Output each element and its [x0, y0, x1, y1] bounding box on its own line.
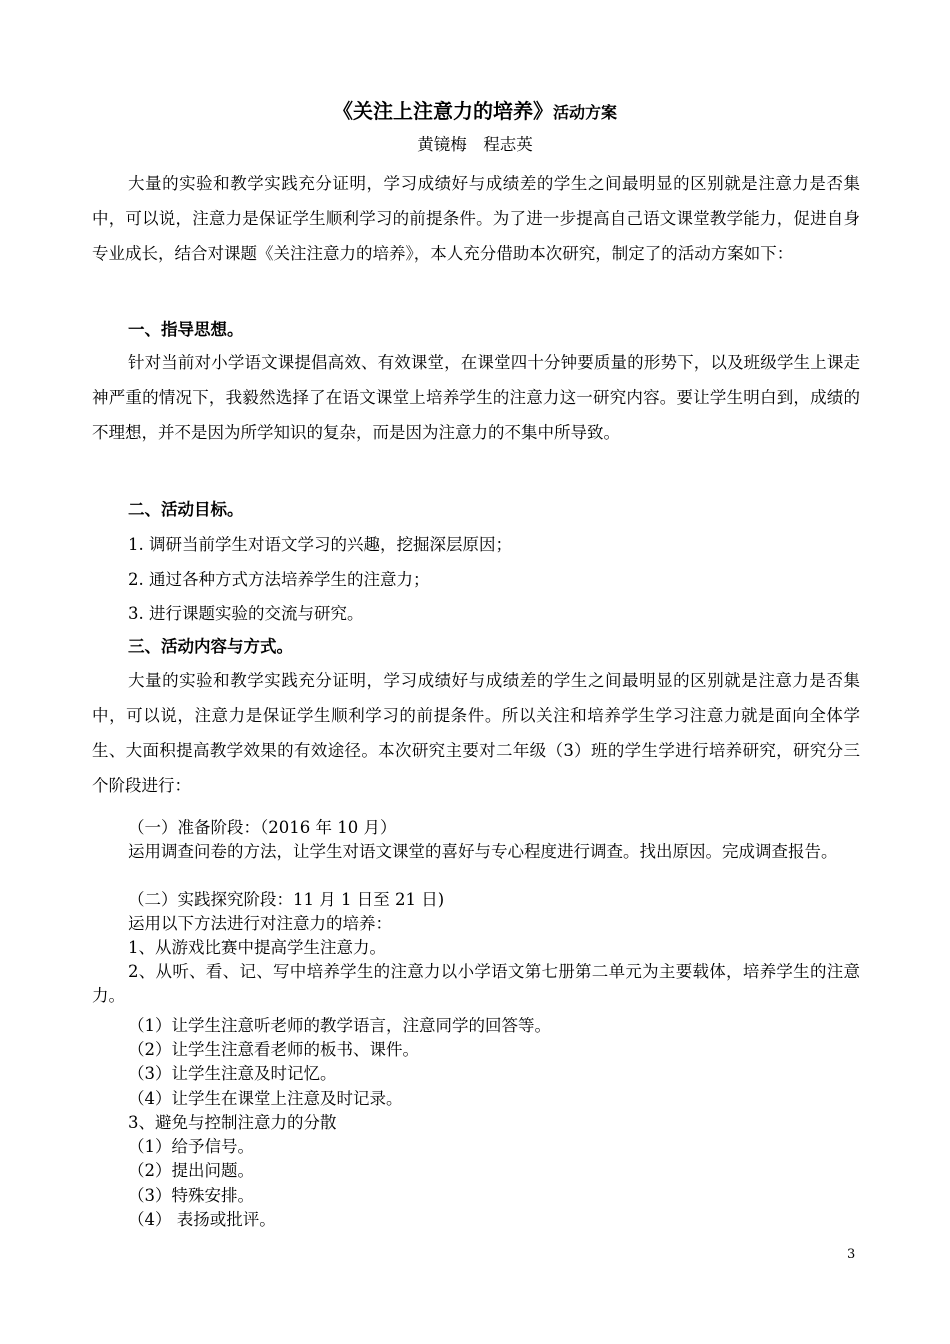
method2-item-3: （3）让学生注意及时记忆。 [128, 1064, 337, 1083]
goal-item-3: 3. 进行课题实验的交流与研究。 [128, 604, 364, 623]
method2-item-4: （4）让学生在课堂上注意及时记录。 [128, 1089, 403, 1108]
method-1: 1、从游戏比赛中提高学生注意力。 [128, 938, 386, 957]
section2-heading: 二、活动目标。 [128, 500, 244, 519]
section1-heading: 一、指导思想。 [128, 320, 244, 339]
phase2-intro: 运用以下方法进行对注意力的培养： [128, 914, 392, 933]
method2-item-1: （1）让学生注意听老师的教学语言，注意同学的回答等。 [128, 1016, 551, 1035]
title-main: 《关注上注意力的培养》 [332, 99, 553, 123]
phase2-title: （二）实践探究阶段：11 月 1 日至 21 日) [128, 890, 445, 909]
authors: 黄镜梅 程志英 [417, 135, 533, 154]
method-2: 2、从听、看、记、写中培养学生的注意力以小学语文第七册第二单元为主要载体，培养学生的注意力。 [92, 962, 860, 1005]
method3-item-3: （3）特殊安排。 [128, 1186, 254, 1205]
method3-item-4: （4） 表扬或批评。 [128, 1210, 276, 1229]
section3-heading: 三、活动内容与方式。 [128, 637, 293, 656]
page-number: 3 [847, 1247, 856, 1262]
section1-body: 针对当前对小学语文课提倡高效、有效课堂，在课堂四十分钟要质量的形势下，以及班级学生上课走神严重的情况下，我毅然选择了在语文课堂上培养学生的注意力这一研究内容。要让学生明白到，成绩的不理想，并不是因为所学知识的复杂，而是因为注意力的不集中所导致。 [92, 353, 860, 442]
goal-item-1: 1. 调研当前学生对语文学习的兴趣，挖掘深层原因； [128, 535, 512, 554]
section3-body: 大量的实验和教学实践充分证明，学习成绩好与成绩差的学生之间最明显的区别就是注意力是否集中，可以说，注意力是保证学生顺利学习的前提条件。所以关注和培养学生学习注意力就是面向全体学生、大面积提高教学效果的有效途径。本次研究主要对二年级（3）班的学生学进行培养研究，研究分三个阶段进行： [92, 671, 860, 795]
goal-item-2: 2. 通过各种方式方法培养学生的注意力； [128, 570, 430, 589]
method-3: 3、避免与控制注意力的分散 [128, 1113, 337, 1132]
method2-item-2: （2）让学生注意看老师的板书、课件。 [128, 1040, 419, 1059]
phase1-body: 运用调查问卷的方法，让学生对语文课堂的喜好与专心程度进行调查。找出原因。完成调查报告。 [128, 842, 838, 861]
title-suffix: 活动方案 [552, 103, 617, 122]
intro-paragraph: 大量的实验和教学实践充分证明，学习成绩好与成绩差的学生之间最明显的区别就是注意力是否集中，可以说，注意力是保证学生顺利学习的前提条件。为了进一步提高自己语文课堂教学能力，促进自身专业成长，结合对课题《关注注意力的培养》，本人充分借助本次研究，制定了的活动方案如下： [92, 174, 860, 263]
phase1-title: （一）准备阶段：（2016 年 10 月） [128, 818, 397, 837]
method3-item-2: （2）提出问题。 [128, 1161, 254, 1180]
method3-item-1: （1）给予信号。 [128, 1137, 254, 1156]
document-title [0, 96, 950, 128]
